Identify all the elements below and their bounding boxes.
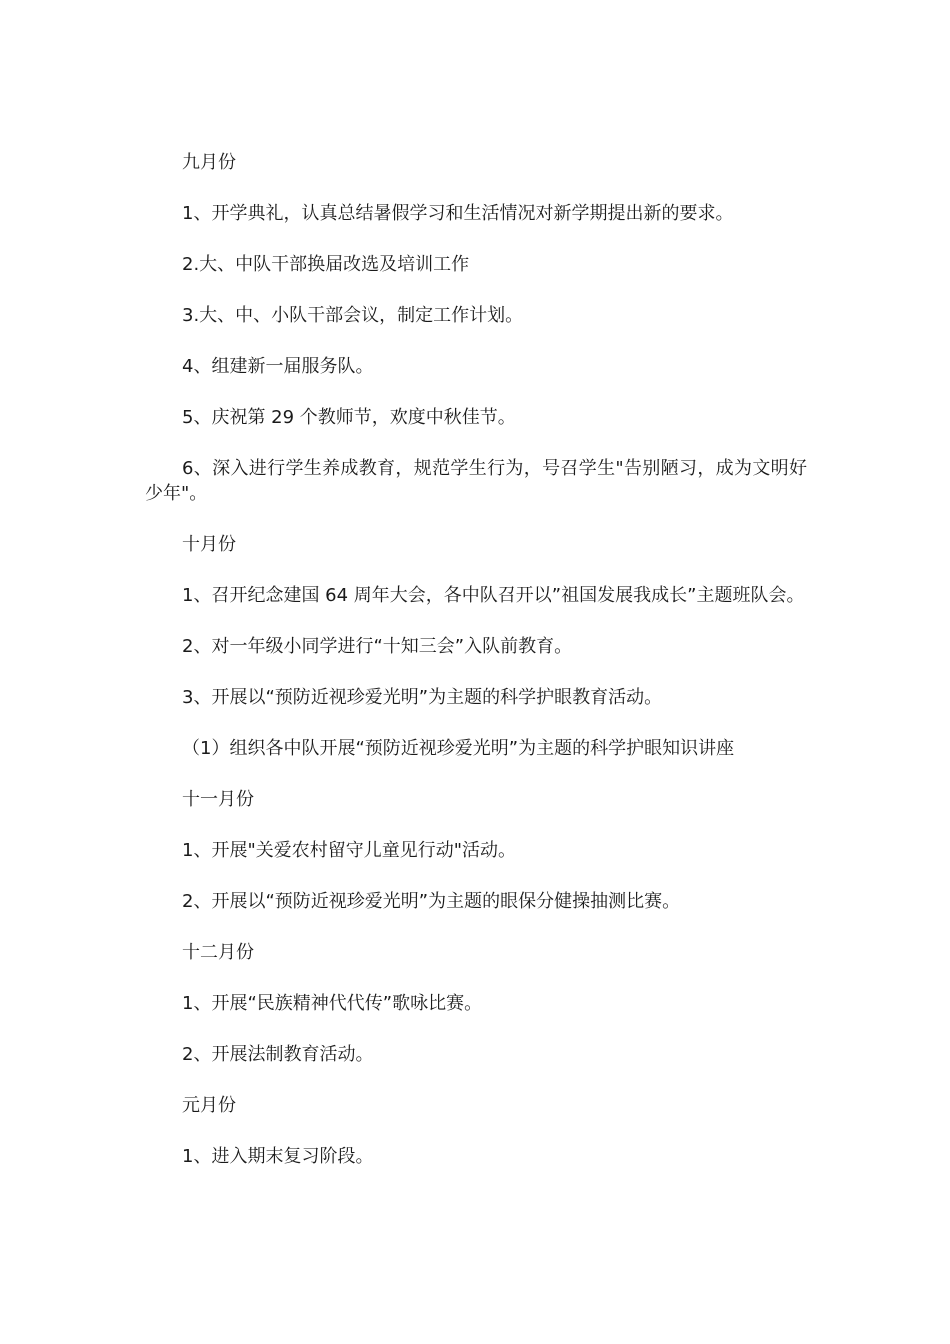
list-item: 2.大、中队干部换届改选及培训工作 (182, 254, 470, 275)
list-item: 3.大、中、小队干部会议，制定工作计划。 (182, 305, 524, 326)
list-item: 1、开展"关爱农村留守儿童见行动"活动。 (182, 840, 517, 861)
section-heading-september: 九月份 (182, 152, 236, 173)
list-item: 2、开展法制教育活动。 (182, 1044, 374, 1065)
list-item: 3、开展以“预防近视珍爱光明”为主题的科学护眼教育活动。 (182, 687, 663, 708)
section-heading-november: 十一月份 (182, 789, 254, 810)
list-item: 6、深入进行学生养成教育，规范学生行为，号召学生"告别陋习，成为文明好少年"。 (145, 458, 807, 504)
section-heading-december: 十二月份 (182, 942, 254, 963)
list-item: 1、开学典礼，认真总结暑假学习和生活情况对新学期提出新的要求。 (182, 203, 734, 224)
section-heading-october: 十月份 (182, 534, 236, 555)
list-item: 1、进入期末复习阶段。 (182, 1146, 374, 1167)
list-item: 4、组建新一届服务队。 (182, 356, 374, 377)
list-item: 1、开展“民族精神代代传”歌咏比赛。 (182, 993, 483, 1014)
section-heading-january: 元月份 (182, 1095, 236, 1116)
list-item: 5、庆祝第 29 个教师节，欢度中秋佳节。 (182, 407, 516, 428)
list-item: 2、对一年级小同学进行“十知三会”入队前教育。 (182, 636, 573, 657)
list-item: 1、召开纪念建国 64 周年大会，各中队召开以”祖国发展我成长”主题班队会。 (182, 585, 805, 606)
list-sub-item: （1）组织各中队开展“预防近视珍爱光明”为主题的科学护眼知识讲座 (182, 738, 735, 759)
list-item: 2、开展以“预防近视珍爱光明”为主题的眼保分健操抽测比赛。 (182, 891, 681, 912)
document-body (145, 150, 807, 1195)
